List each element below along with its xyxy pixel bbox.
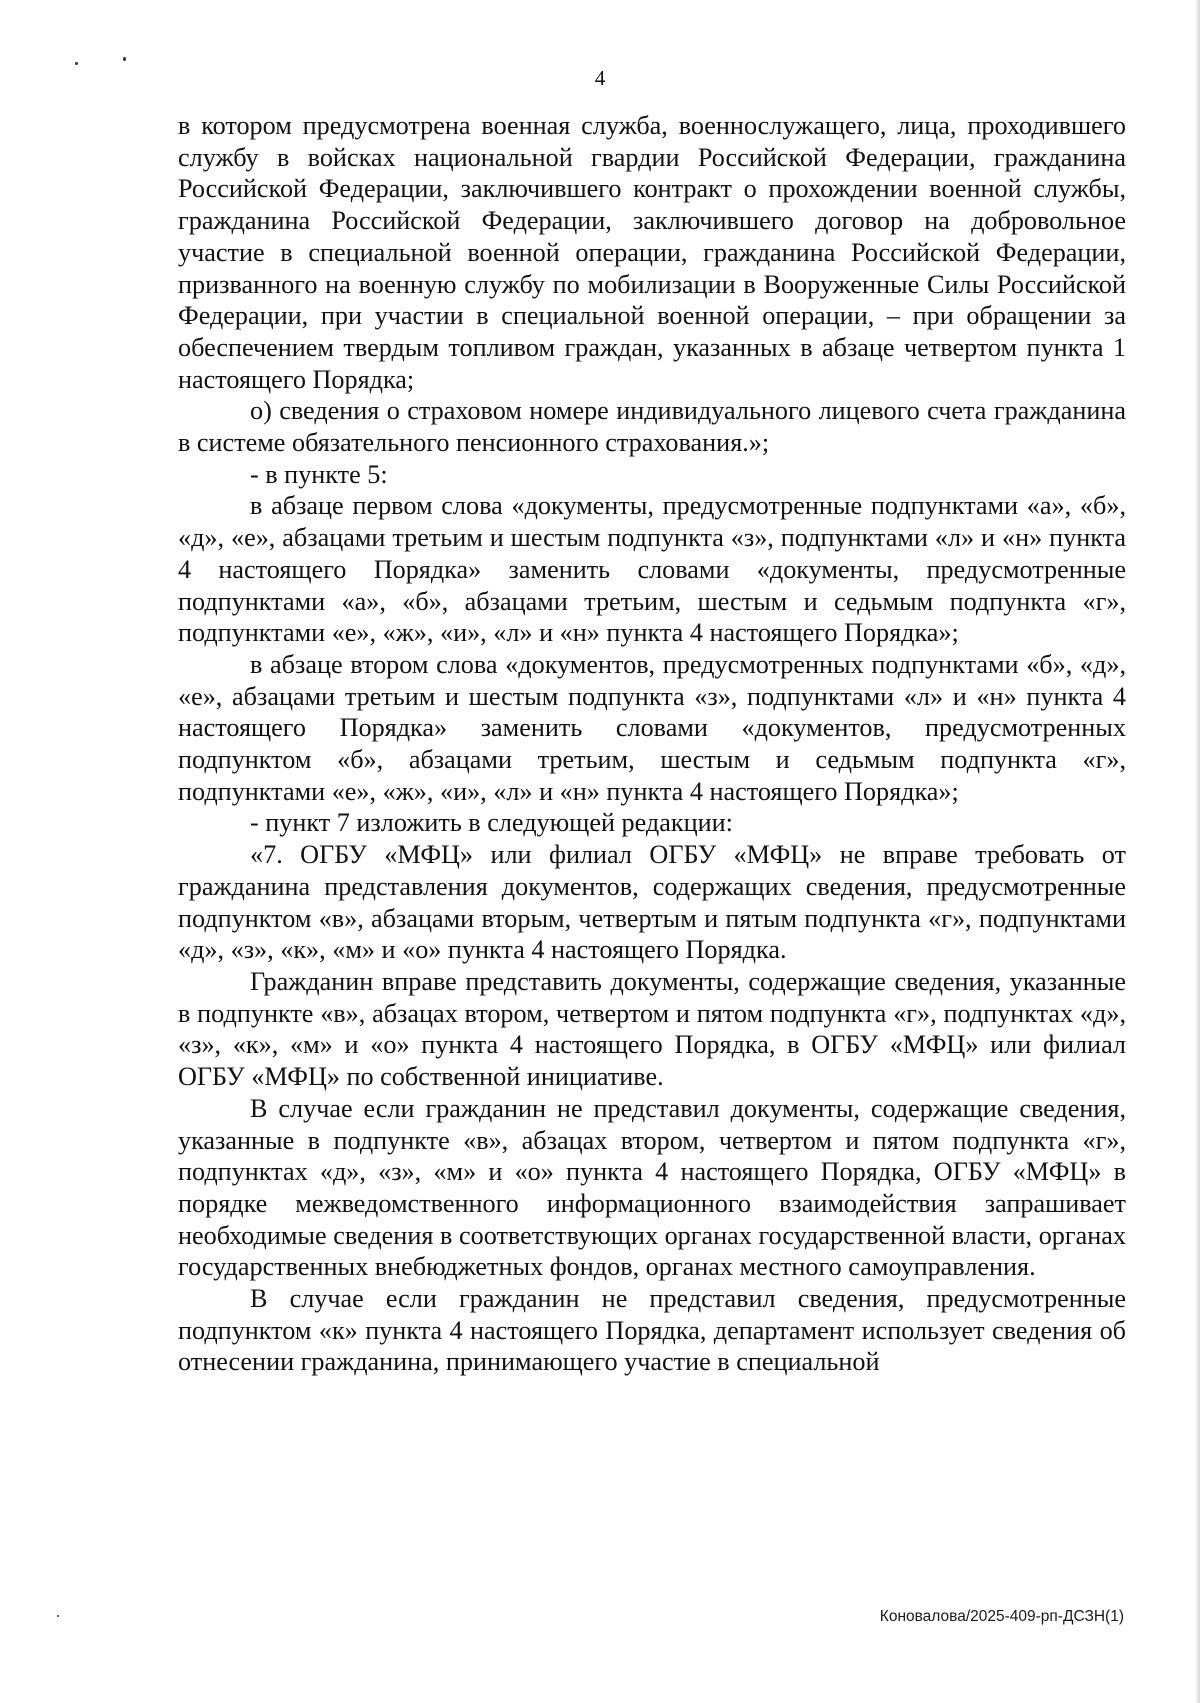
scan-speck xyxy=(57,1615,59,1617)
scan-speck xyxy=(123,57,126,61)
paragraph-point-7-text: «7. ОГБУ «МФЦ» или филиал ОГБУ «МФЦ» не вправе требовать от гражданина представления документов, содержащих сведения, предусмотренные подпунктом «в», абзацами вторым, четвертым и пятым подпункта «г», подпунктами «д», «з», «к», «м» и «о» пункта 4 настоящего Порядка. xyxy=(178,840,1126,965)
page-number: 4 xyxy=(594,66,606,90)
document-reference: Коновалова/2025-409-рп-ДСЗН(1) xyxy=(879,1608,1124,1625)
paragraph-point-5-second: в абзаце втором слова «документов, предусмотренных подпунктами «б», «д», «е», абзацами третьим и шестым подпункта «з», подпунктами «л» и «н» пункта 4 настоящего Порядка» заменить словами «документов, предусмотренных подпунктом «б», абзацами третьим, шестым и седьмым подпункта «г», подпунктами «е», «ж», «и», «л» и «н» пункта 4 настоящего Порядка»; xyxy=(178,649,1126,806)
paragraph-continuation: в котором предусмотрена военная служба, военнослужащего, лица, проходившего службу в войсках национальной гвардии Российской Федерации, гражданина Российской Федерации, заключившего контракт о прохождении военной службы, гражданина Российской Федерации, заключившего договор на добровольное участие в специальной военной операции, гражданина Российской Федерации, призванного на военную службу по мобилизации в Вооруженные Силы Российской Федерации, при участии в специальной военной операции, – при обращении за обеспечением твердым топливом граждан, указанных в абзаце четвертом пункта 1 настоящего Порядка; xyxy=(178,111,1126,394)
paragraph-point-7-heading: - пункт 7 изложить в следующей редакции: xyxy=(250,808,733,838)
paragraph-subitem-o: о) сведения о страховом номере индивидуального лицевого счета гражданина в системе обязательного пенсионного страхования.»; xyxy=(178,396,1126,458)
paragraph-department-info: В случае если гражданин не представил сведения, предусмотренные подпунктом «к» пункта 4 настоящего Порядка, департамент использует сведения об отнесении гражданина, принимающего участие в специальной xyxy=(178,1284,1126,1377)
paragraph-interagency-request: В случае если гражданин не представил документы, содержащие сведения, указанные в подпункте «в», абзацах втором, четвертом и пятом подпункта «г», подпунктах «д», «з», «м» и «о» пункта 4 настоящего Порядка, ОГБУ «МФЦ» в порядке межведомственного информационного взаимодействия запрашивает необходимые сведения в соответствующих органах государственной власти, органах государственных внебюджетных фондов, органах местного самоуправления. xyxy=(178,1093,1126,1282)
scan-speck xyxy=(75,62,78,65)
paragraph-citizen-right: Гражданин вправе представить документы, содержащие сведения, указанные в подпункте «в», абзацах втором, четвертом и пятом подпункта «г», подпунктах «д», «з», «к», «м» и «о» пункта 4 настоящего Порядка, в ОГБУ «МФЦ» или филиал ОГБУ «МФЦ» по собственной инициативе. xyxy=(178,966,1126,1092)
paragraph-point-5-first: в абзаце первом слова «документы, предусмотренные подпунктами «а», «б», «д», «е», абзацами третьим и шестым подпункта «з», подпунктами «л» и «н» пункта 4 настоящего Порядка» заменить словами «документы, предусмотренные подпунктами «а», «б», абзацами третьим, шестым и седьмым подпункта «г», подпунктами «е», «ж», «и», «л» и «н» пункта 4 настоящего Порядка»; xyxy=(178,491,1126,648)
paragraph-point-5-heading: - в пункте 5: xyxy=(250,459,388,489)
scan-edge xyxy=(1196,0,1200,1703)
document-body xyxy=(178,110,1126,1378)
